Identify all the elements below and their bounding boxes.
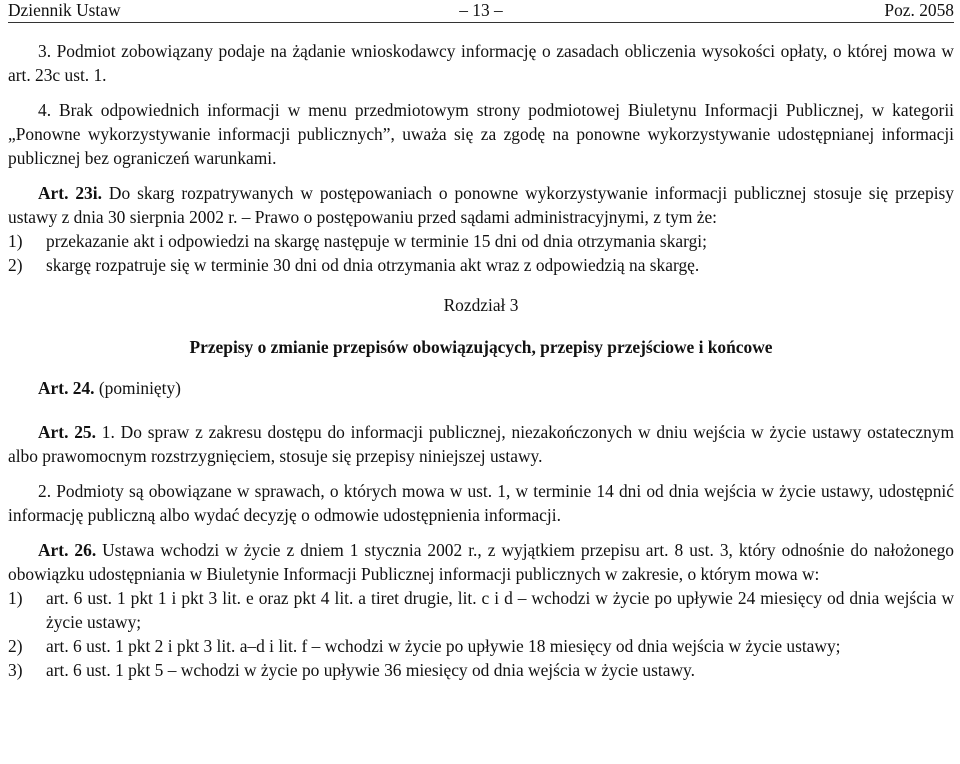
paragraph-4: 4. Brak odpowiednich informacji w menu przedmiotowym strony podmiotowej Biuletynu Informacji Publicznej, w kategorii „Ponowne wykorzystywanie informacji publicznych”, uważa się za zgodę na ponowne wykorzystywanie udostępnianej informacji publicznej bez ograniczeń warunkami. xyxy=(8,100,954,168)
paragraph-3: 3. Podmiot zobowiązany podaje na żądanie wnioskodawcy informację o zasadach obliczenia wysokości opłaty, o której mowa w art. 23c ust. 1. xyxy=(8,41,954,85)
position-number: Poz. 2058 xyxy=(884,0,954,20)
chapter-title-text: Przepisy o zmianie przepisów obowiązujących, przepisy przejściowe i końcowe xyxy=(189,337,773,357)
list-item xyxy=(8,229,954,253)
list-item-number: 1) xyxy=(8,588,23,608)
article-24-text: (pominięty) xyxy=(94,378,181,398)
list-item-text: art. 6 ust. 1 pkt 2 i pkt 3 lit. a–d i lit. f – wchodzi w życie po upływie 18 miesięcy od dnia wejścia w życie ustawy; xyxy=(46,636,841,656)
list-item-number: 1) xyxy=(8,231,23,251)
list-item-text: art. 6 ust. 1 pkt 5 – wchodzi w życie po upływie 36 miesięcy od dnia wejścia w życie ustawy. xyxy=(46,660,695,680)
list-item-text: skargę rozpatruje się w terminie 30 dni od dnia otrzymania akt wraz z odpowiedzią na skargę. xyxy=(46,255,700,275)
article-25-text: 1. Do spraw z zakresu dostępu do informacji publicznej, niezakończonych w dniu wejścia w życie ustawy ostatecznym albo prawomocnym rozstrzygnięciem, stosuje się przepisy niniejszej ustawy. xyxy=(8,422,954,466)
list-item-text: art. 6 ust. 1 pkt 1 i pkt 3 lit. e oraz pkt 4 lit. a tiret drugie, lit. c i d – wchodzi w życie po upływie 24 miesięcy od dnia wejścia w życie ustawy; xyxy=(46,588,954,632)
list-item xyxy=(8,658,954,682)
chapter-title xyxy=(8,335,954,359)
list-item xyxy=(8,253,954,277)
article-24-label: Art. 24. xyxy=(38,378,95,398)
article-25 xyxy=(8,420,954,468)
article-23i xyxy=(8,181,954,229)
journal-title: Dziennik Ustaw xyxy=(8,0,121,20)
page-header xyxy=(8,0,954,23)
page-number: – 13 – xyxy=(459,0,503,20)
article-26 xyxy=(8,538,954,586)
list-item-text: przekazanie akt i odpowiedzi na skargę następuje w terminie 15 dni od dnia otrzymania skargi; xyxy=(46,231,707,251)
article-24 xyxy=(8,376,954,400)
list-item-number: 3) xyxy=(8,660,23,680)
list-item xyxy=(8,634,954,658)
list-item xyxy=(8,586,954,634)
article-25-paragraph-2: 2. Podmioty są obowiązane w sprawach, o których mowa w ust. 1, w terminie 14 dni od dnia wejścia w życie ustawy, udostępnić informację publiczną albo wydać decyzję o odmowie udostępnienia informacji. xyxy=(8,481,954,525)
list-item-number: 2) xyxy=(8,255,23,275)
list-item-number: 2) xyxy=(8,636,23,656)
document-page xyxy=(8,0,954,682)
article-26-text: Ustawa wchodzi w życie z dniem 1 stycznia 2002 r., z wyjątkiem przepisu art. 8 ust. 3, który odnośnie do nałożonego obowiązku udostępniania w Biuletynie Informacji Publicznej informacji publicznych w zakresie, o którym mowa w: xyxy=(8,540,954,584)
article-26-label: Art. 26. xyxy=(38,540,97,560)
article-23i-label: Art. 23i. xyxy=(38,183,102,203)
article-25-label: Art. 25. xyxy=(38,422,96,442)
chapter-number: Rozdział 3 xyxy=(443,295,519,315)
article-23i-text: Do skarg rozpatrywanych w postępowaniach o ponowne wykorzystywanie informacji publicznej stosuje się przepisy ustawy z dnia 30 sierpnia 2002 r. – Prawo o postępowaniu przed sądami administracyjnymi, z tym że: xyxy=(8,183,954,227)
